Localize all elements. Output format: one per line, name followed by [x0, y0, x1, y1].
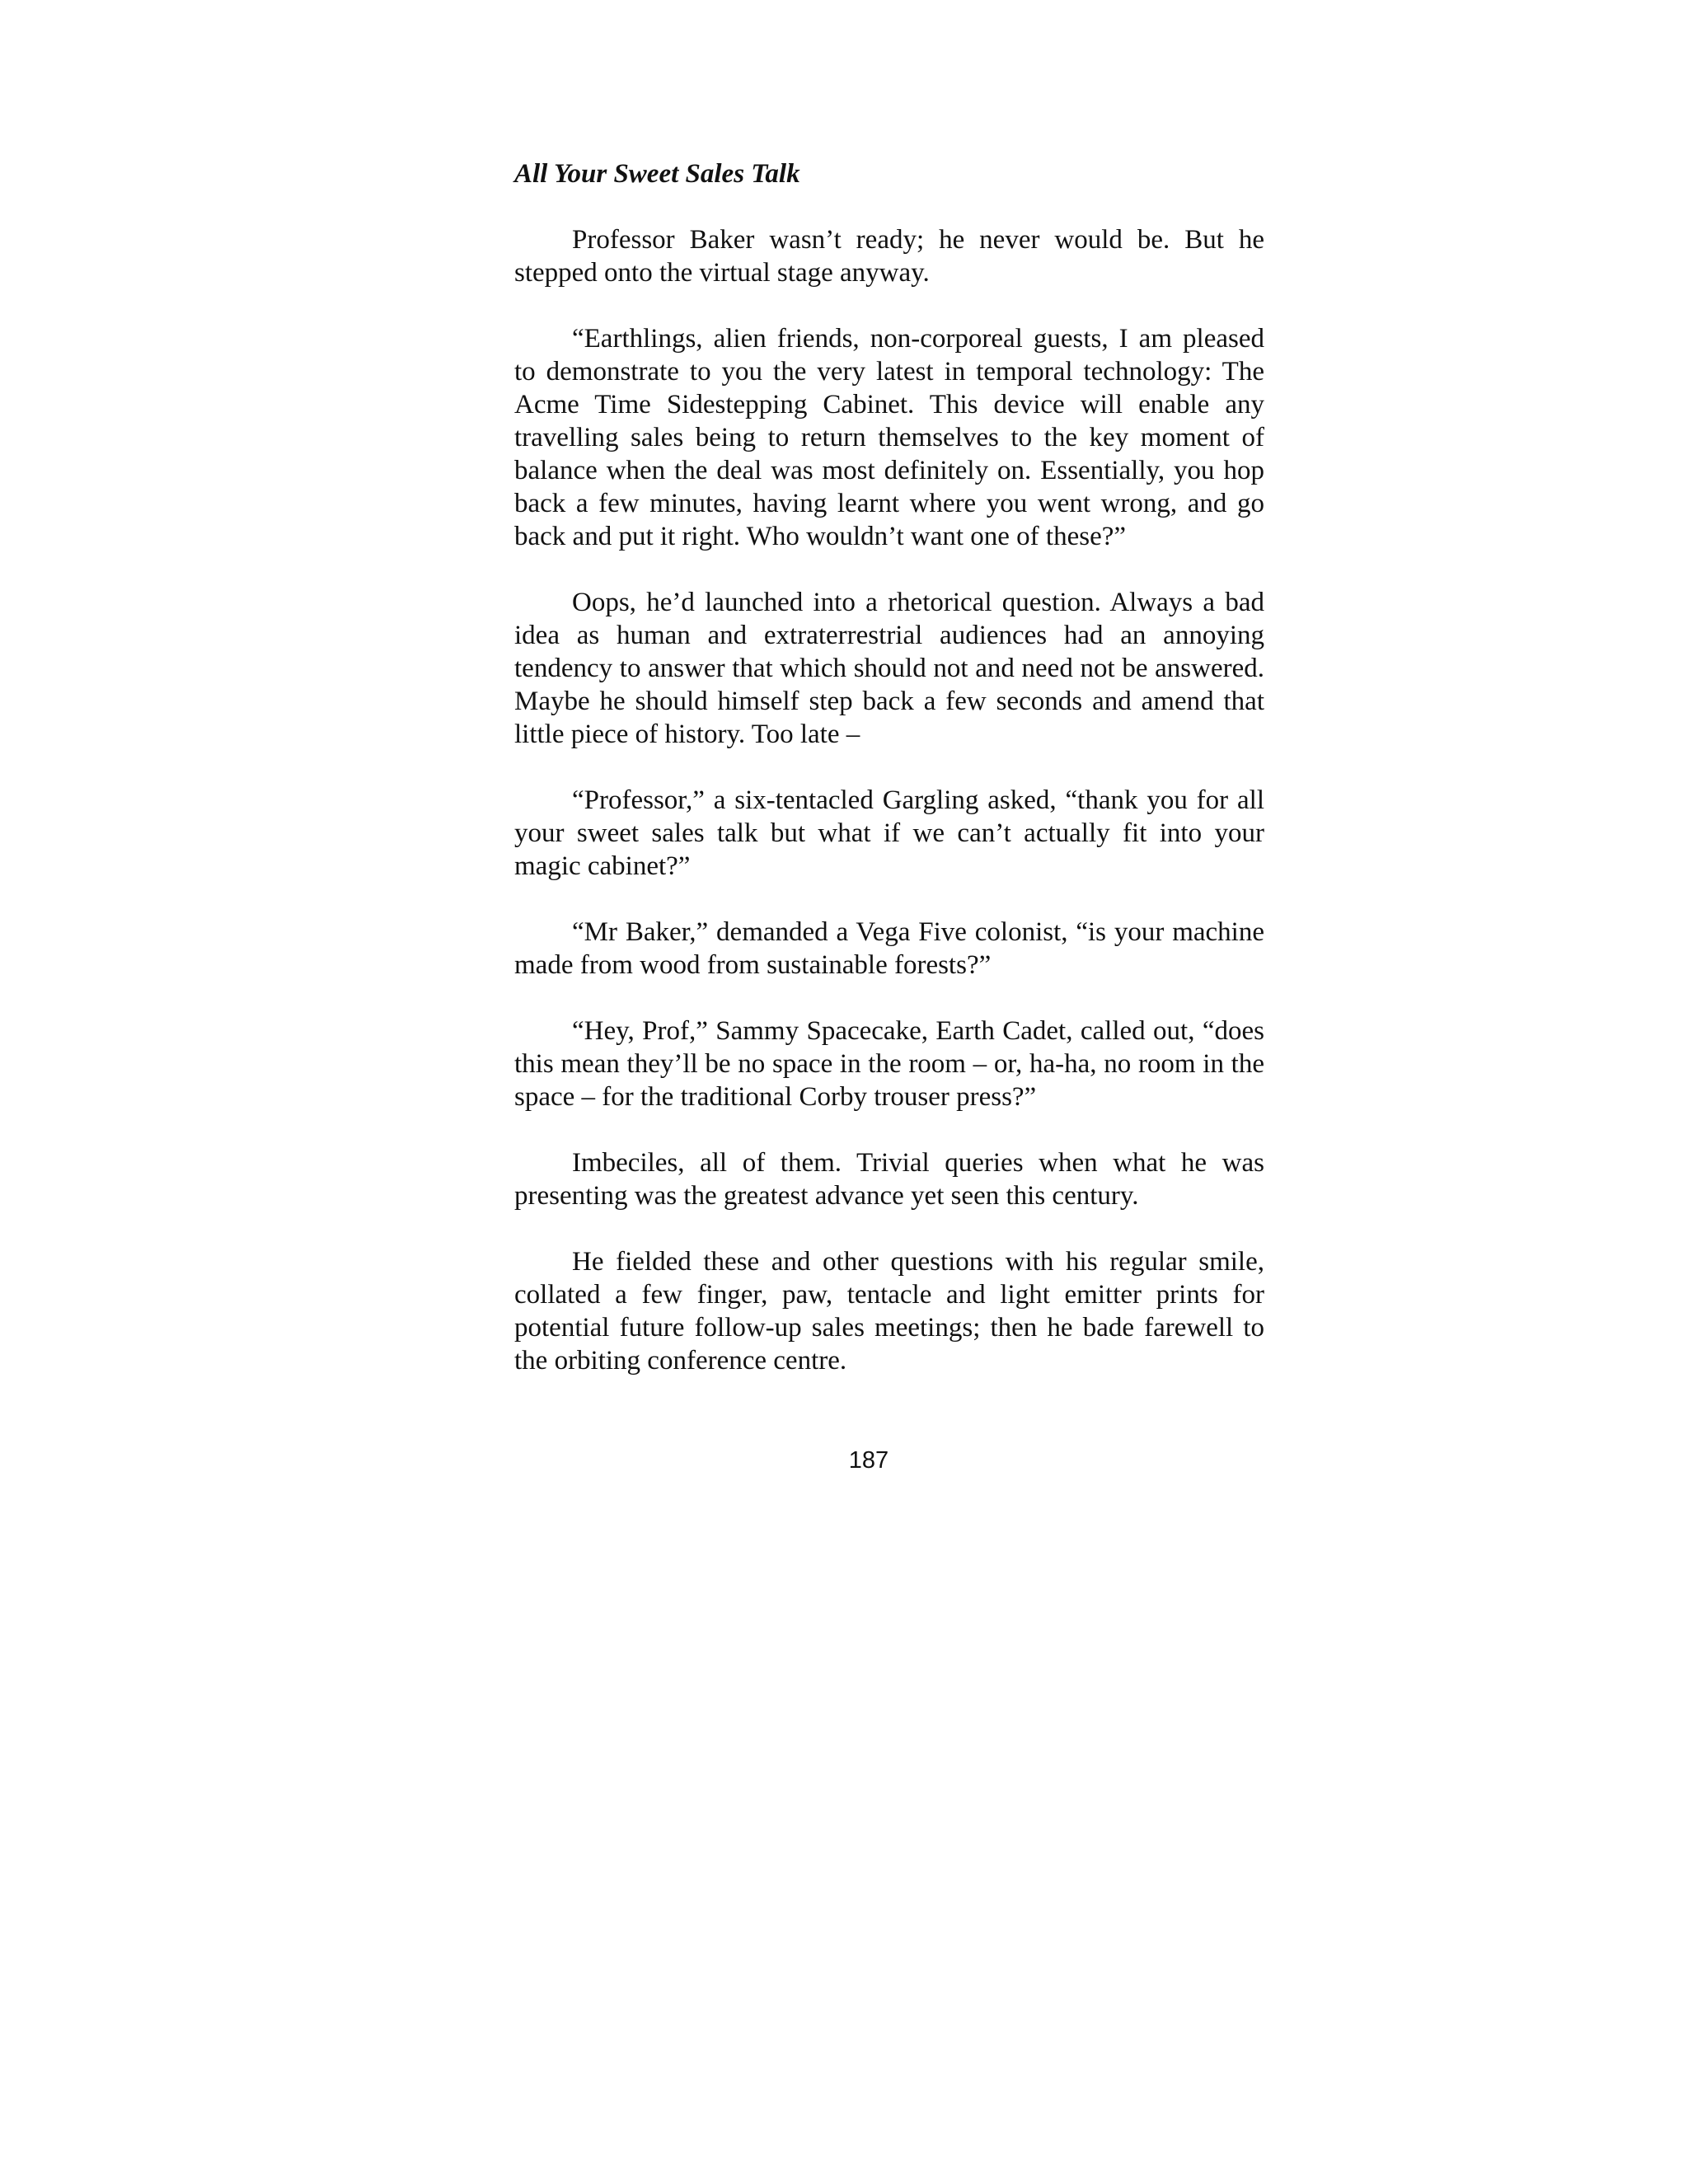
story-title: All Your Sweet Sales Talk — [514, 159, 800, 189]
story-paragraph: “Earthlings, alien friends, non-corporeal guests, I am pleased to demonstrate to you the very latest in temporal technology: The Acme Time Sidestepping Cabinet. This device will enable any travelling sales being to return themselves to the key moment of balance when the deal was most definitely on. Essentially, you hop back a few minutes, having learnt where you went wrong, and go back and put it right. Who wouldn’t want one of these?” — [514, 324, 1264, 551]
story-paragraph: “Mr Baker,” demanded a Vega Five colonist, “is your machine made from wood from sustainable forests?” — [514, 917, 1264, 980]
story-paragraph: Professor Baker wasn’t ready; he never would be. But he stepped onto the virtual stage anyway. — [514, 225, 1264, 288]
story-text-block — [514, 157, 1264, 1377]
story-paragraph: He fielded these and other questions with his regular smile, collated a few finger, paw, tentacle and light emitter prints for potential future follow-up sales meetings; then he bade farewell to the orbiting conference centre. — [514, 1247, 1264, 1376]
story-paragraph: Oops, he’d launched into a rhetorical question. Always a bad idea as human and extraterrestrial audiences had an annoying tendency to answer that which should not and need not be answered. Maybe he should himself step back a few seconds and amend that little piece of history. Too late – — [514, 588, 1264, 749]
page-number: 187 — [848, 1447, 889, 1474]
story-paragraph: Imbeciles, all of them. Trivial queries when what he was presenting was the greatest advance yet seen this century. — [514, 1148, 1264, 1211]
story-paragraph: “Professor,” a six-tentacled Gargling asked, “thank you for all your sweet sales talk but what if we can’t actually fit into your magic cabinet?” — [514, 785, 1264, 881]
story-paragraph: “Hey, Prof,” Sammy Spacecake, Earth Cadet, called out, “does this mean they’ll be no space in the room – or, ha-ha, no room in the space – for the traditional Corby trouser press?” — [514, 1016, 1264, 1112]
